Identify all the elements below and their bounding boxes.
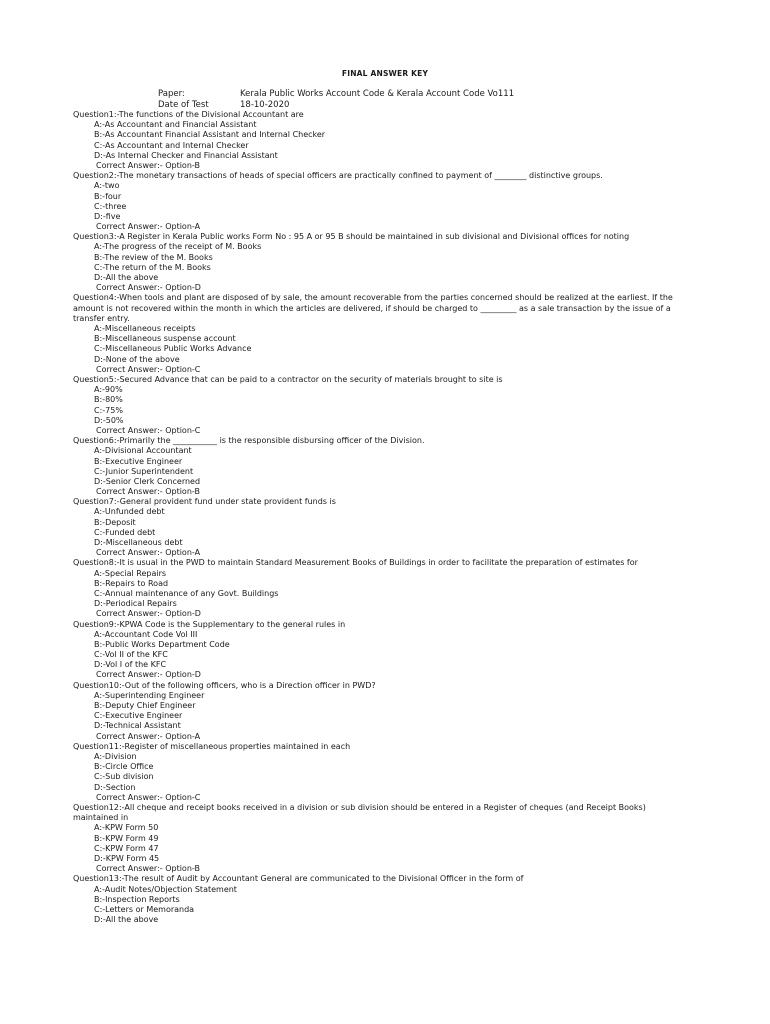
question-block	[73, 558, 693, 619]
correct-answer: Correct Answer:- Option-C	[96, 425, 201, 435]
option-item: A:-Accountant Code Vol III	[94, 629, 198, 639]
paper-row	[158, 89, 514, 99]
question-list	[73, 110, 693, 925]
option-item: B:-Repairs to Road	[94, 578, 169, 588]
option-item: A:-As Accountant and Financial Assistant	[94, 120, 257, 130]
question-text: Question6:-Primarily the ___________ is the responsible disbursing officer of the Division.	[73, 436, 425, 446]
question-text: Question1:-The functions of the Divisional Accountant are	[73, 110, 304, 119]
question-block	[73, 171, 693, 232]
option-item: B:-Deputy Chief Engineer	[94, 701, 196, 711]
question-block	[73, 681, 693, 742]
option-item: A:-Unfunded debt	[94, 507, 165, 517]
question-text: Question3:-A Register in Kerala Public works Form No : 95 A or 95 B should be maintained in sub divisional and Divisional offices for noting	[73, 232, 630, 242]
option-item: A:-The progress of the receipt of M. Books	[94, 242, 262, 252]
question-block	[73, 497, 693, 558]
correct-answer: Correct Answer:- Option-A	[96, 222, 201, 232]
option-item: C:-Executive Engineer	[94, 711, 183, 721]
option-item: A:-KPW Form 50	[94, 823, 159, 833]
option-item: C:-Letters or Memoranda	[94, 904, 195, 914]
question-text: Question2:-The monetary transactions of heads of special officers are practically confined to payment of ________ distinctive groups.	[73, 171, 603, 181]
option-item: B:-Miscellaneous suspense account	[94, 334, 236, 344]
question-block	[73, 803, 693, 874]
question-text: Question8:-It is usual in the PWD to maintain Standard Measurement Books of Buildings in order to facilitate the preparation of estimates for	[73, 558, 638, 568]
option-item: B:-Executive Engineer	[94, 456, 183, 466]
correct-answer: Correct Answer:- Option-C	[96, 792, 201, 802]
question-text: Question11:-Register of miscellaneous properties maintained in each	[73, 741, 351, 751]
date-value: 18-10-2020	[240, 100, 290, 110]
option-item: D:-As Internal Checker and Financial Assistant	[94, 150, 278, 160]
option-item: D:-50%	[94, 415, 124, 425]
correct-answer: Correct Answer:- Option-D	[96, 283, 201, 293]
option-item: D:-None of the above	[94, 354, 180, 364]
option-item: A:-Miscellaneous receipts	[94, 324, 196, 334]
option-item: B:-Public Works Department Code	[94, 639, 230, 649]
question-text: Question13:-The result of Audit by Accountant General are communicated to the Divisional Officer in the form of	[73, 874, 524, 884]
question-block	[73, 742, 693, 803]
date-label: Date of Test	[158, 100, 209, 110]
date-row	[158, 100, 289, 110]
option-item: D:-Vol I of the KFC	[94, 660, 167, 670]
option-item: C:-Annual maintenance of any Govt. Buildings	[94, 588, 279, 598]
option-item: D:-Section	[94, 782, 136, 792]
question-text: Question10:-Out of the following officers, who is a Direction officer in PWD?	[73, 680, 376, 690]
option-item: B:-Deposit	[94, 517, 136, 527]
question-block	[73, 620, 693, 681]
option-item: C:-Miscellaneous Public Works Advance	[94, 344, 252, 354]
question-text: Question9:-KPWA Code is the Supplementary to the general rules in	[73, 619, 346, 629]
correct-answer: Correct Answer:- Option-C	[96, 364, 201, 374]
option-item: A:-Division	[94, 752, 137, 762]
option-item: B:-KPW Form 49	[94, 833, 159, 843]
question-text: Question12:-All cheque and receipt books received in a division or sub division should be entered in a Register of cheques (and Receipt Books) maintained in	[73, 802, 646, 823]
paper-value: Kerala Public Works Account Code & Kerala Account Code Vo111	[240, 89, 515, 99]
option-item: C:-The return of the M. Books	[94, 262, 211, 272]
option-item: D:-five	[94, 211, 121, 221]
question-block	[73, 375, 693, 436]
question-block	[73, 110, 693, 171]
page-title: FINAL ANSWER KEY	[341, 69, 429, 78]
correct-answer: Correct Answer:- Option-B	[96, 487, 200, 497]
option-item: D:-Technical Assistant	[94, 721, 181, 731]
paper-label: Paper:	[158, 89, 185, 99]
correct-answer: Correct Answer:- Option-A	[96, 731, 201, 741]
question-text: Question5:-Secured Advance that can be paid to a contractor on the security of materials brought to site is	[73, 374, 503, 384]
option-item: A:-Superintending Engineer	[94, 690, 205, 700]
option-item: C:-Sub division	[94, 772, 154, 782]
question-text: Question4:-When tools and plant are disposed of by sale, the amount recoverable from the parties concerned should be realized at the earliest. If the amount is not recovered within the month in which the articles are delivered, if should be charged to _________ as a sale transaction by the issue of a transfer entry.	[73, 293, 673, 323]
option-item: C:-Funded debt	[94, 527, 156, 537]
question-block	[73, 874, 693, 925]
option-item: D:-Miscellaneous debt	[94, 538, 183, 548]
option-item: D:-All the above	[94, 915, 159, 925]
option-item: C:-KPW Form 47	[94, 843, 159, 853]
option-item: C:-75%	[94, 405, 123, 415]
option-item: A:-Special Repairs	[94, 568, 167, 578]
option-item: D:-Senior Clerk Concerned	[94, 476, 201, 486]
option-item: B:-four	[94, 191, 122, 201]
option-item: B:-80%	[94, 395, 123, 405]
option-item: D:-Periodical Repairs	[94, 599, 177, 609]
option-item: C:-Junior Superintendent	[94, 466, 194, 476]
question-block	[73, 436, 693, 497]
option-item: B:-The review of the M. Books	[94, 252, 213, 262]
question-block	[73, 232, 693, 293]
option-item: C:-Vol II of the KFC	[94, 650, 168, 660]
option-item: D:-KPW Form 45	[94, 853, 160, 863]
correct-answer: Correct Answer:- Option-B	[96, 864, 200, 874]
option-item: B:-Inspection Reports	[94, 894, 180, 904]
option-item: C:-As Accountant and Internal Checker	[94, 140, 249, 150]
question-text: Question7:-General provident fund under state provident funds is	[73, 497, 336, 507]
option-item: A:-90%	[94, 385, 123, 395]
option-item: A:-Audit Notes/Objection Statement	[94, 884, 237, 894]
option-item: A:-two	[94, 181, 120, 191]
correct-answer: Correct Answer:- Option-D	[96, 670, 201, 680]
correct-answer: Correct Answer:- Option-A	[96, 548, 201, 558]
option-item: C:-three	[94, 201, 127, 211]
option-item: B:-Circle Office	[94, 762, 154, 772]
correct-answer: Correct Answer:- Option-D	[96, 609, 201, 619]
option-item: D:-All the above	[94, 273, 159, 283]
correct-answer: Correct Answer:- Option-B	[96, 160, 200, 170]
option-item: A:-Divisional Accountant	[94, 446, 192, 456]
option-item: B:-As Accountant Financial Assistant and Internal Checker	[94, 130, 326, 140]
question-block	[73, 293, 693, 375]
